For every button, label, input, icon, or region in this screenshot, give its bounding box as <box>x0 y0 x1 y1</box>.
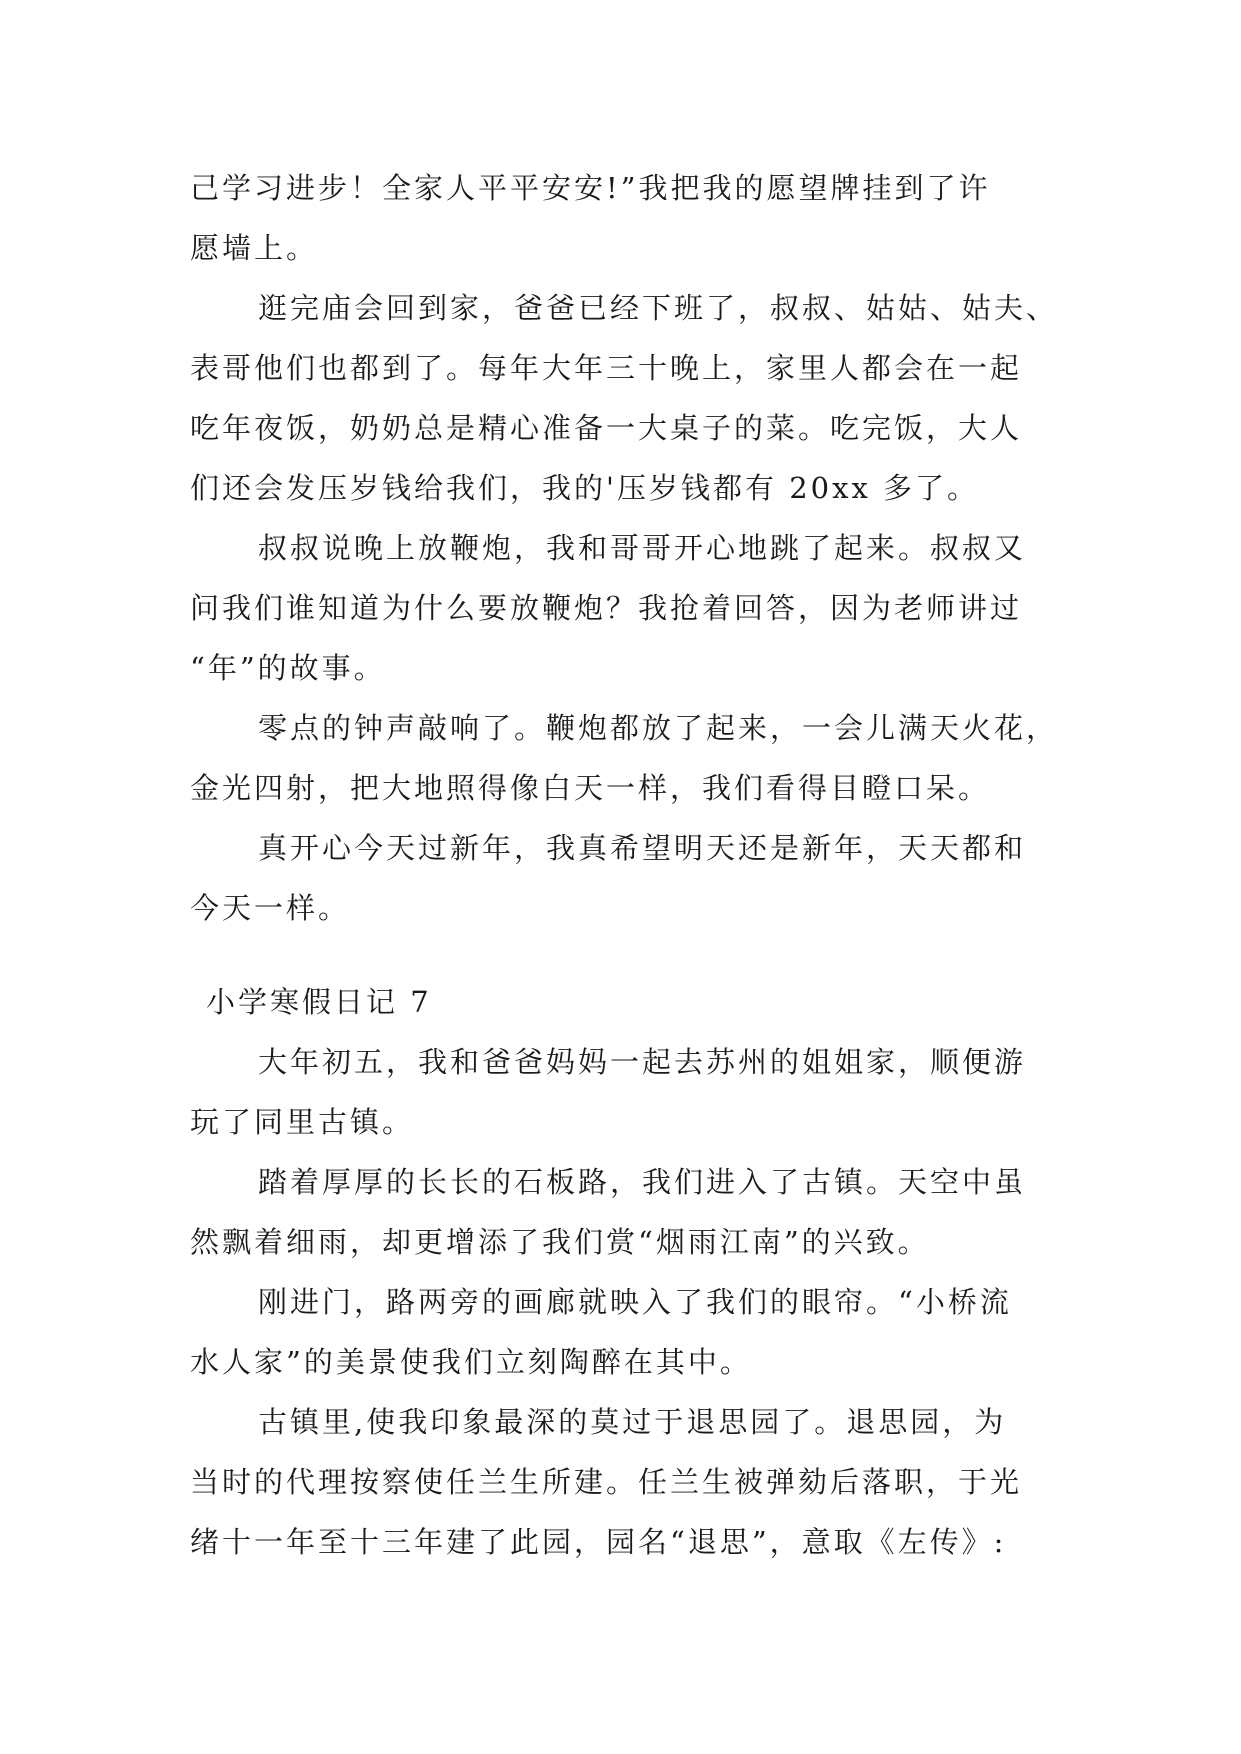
text-line: 金光四射，把大地照得像白天一样，我们看得目瞪口呆。 <box>190 771 991 805</box>
text-line: 零点的钟声敲响了。鞭炮都放了起来，一会儿满天火花， <box>258 711 1059 745</box>
text-line: 们还会发压岁钱给我们，我的'压岁钱都有 20xx 多了。 <box>190 471 980 505</box>
diary-section-7 <box>190 1032 1050 1572</box>
text-line: “年”的故事。 <box>190 651 386 685</box>
text-line: 今天一样。 <box>190 891 351 925</box>
text-line: 当时的代理按察使任兰生所建。任兰生被弹劾后落职，于光 <box>190 1465 1023 1499</box>
text-line: 踏着厚厚的长长的石板路，我们进入了古镇。天空中虽 <box>258 1165 1027 1199</box>
text-line: 水人家”的美景使我们立刻陶醉在其中。 <box>190 1345 752 1379</box>
text-line: 逛完庙会回到家，爸爸已经下班了，叔叔、姑姑、姑夫、 <box>258 291 1059 325</box>
text-line: 玩了同里古镇。 <box>190 1105 415 1139</box>
text-line: 刚进门，路两旁的画廊就映入了我们的眼帘。“小桥流 <box>258 1285 1012 1319</box>
text-line: 大年初五，我和爸爸妈妈一起去苏州的姐姐家，顺便游 <box>258 1045 1027 1079</box>
text-line: 叔叔说晚上放鞭炮，我和哥哥开心地跳了起来。叔叔又 <box>258 531 1027 565</box>
text-line: 愿墙上。 <box>190 231 319 265</box>
text-line: 真开心今天过新年，我真希望明天还是新年，天天都和 <box>258 831 1027 865</box>
text-line: 吃年夜饭，奶奶总是精心准备一大桌子的菜。吃完饭，大人 <box>190 411 1023 445</box>
text-line: 古镇里,使我印象最深的莫过于退思园了。退思园，为 <box>258 1405 1007 1439</box>
text-line: 己学习进步！全家人平平安安!”我把我的愿望牌挂到了许 <box>190 171 991 205</box>
text-line: 表哥他们也都到了。每年大年三十晚上，家里人都会在一起 <box>190 351 1023 385</box>
text-line: 然飘着细雨，却更增添了我们赏“烟雨江南”的兴致。 <box>190 1225 930 1259</box>
section-heading: 小学寒假日记 7 <box>206 985 432 1019</box>
diary-section-6-continued <box>190 158 1059 938</box>
text-line: 问我们谁知道为什么要放鞭炮？我抢着回答，因为老师讲过 <box>190 591 1023 625</box>
text-line: 绪十一年至十三年建了此园，园名“退思”，意取《左传》: <box>190 1525 1007 1559</box>
